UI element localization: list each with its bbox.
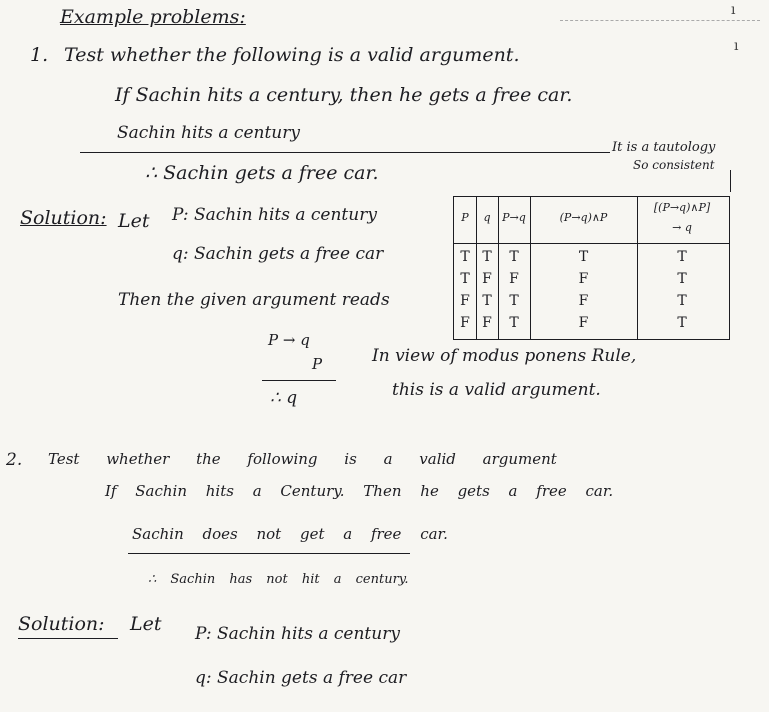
solution-2-label: Solution: [18, 613, 105, 635]
problem-2-argument-rule [128, 553, 410, 554]
solution-1-let: Let [118, 210, 150, 232]
remark-line-1: In view of modus ponens Rule, [372, 346, 637, 366]
solution-1-p-definition: P: Sachin hits a century [172, 205, 377, 225]
table-cell: F [578, 315, 589, 331]
solution-2-q-definition: q: Sachin gets a free car [195, 668, 407, 688]
problem-2-conclusion: ∴ Sachin has not hit a century. [148, 572, 409, 587]
truth-table [453, 196, 730, 340]
form-line-2: P [312, 355, 323, 373]
table-cell: T [677, 249, 687, 265]
table-cell: T [677, 293, 687, 309]
solution-1-q-definition: q: Sachin gets a free car [172, 244, 384, 264]
solution-2-let: Let [130, 613, 162, 635]
table-header-implication: P→q [502, 211, 526, 224]
table-header-q: q [483, 211, 491, 224]
table-cell: F [482, 315, 492, 331]
note-pointer [730, 170, 731, 192]
table-header-p: P [461, 211, 469, 224]
tautology-note-line-1: It is a tautology [612, 140, 716, 155]
table-cell: F [482, 271, 492, 287]
problem-1-premise-2: Sachin hits a century [117, 123, 300, 143]
problem-1-statement: Test whether the following is a valid argument. [64, 44, 520, 66]
solution-2-p-definition: P: Sachin hits a century [195, 624, 400, 644]
faint-dashed-rule [560, 20, 760, 21]
table-cell: T [509, 249, 519, 265]
problem-1-number: 1. [30, 44, 49, 66]
problem-2-premise-1: If Sachin hits a Century. Then he gets a free car. [105, 482, 614, 500]
table-cell: F [578, 293, 589, 309]
table-header-compound: [(P→q)∧P] [653, 201, 711, 214]
table-cell: T [677, 315, 687, 331]
table-cell: F [460, 293, 470, 309]
table-cell: F [460, 315, 470, 331]
table-cell: F [578, 271, 589, 287]
solution-1-reads: Then the given argument reads [118, 290, 390, 310]
problem-1-argument-rule [80, 152, 610, 153]
table-header-conjunction: (P→q)∧P [559, 211, 608, 224]
table-cell: F [509, 271, 519, 287]
table-cell: T [482, 249, 492, 265]
table-cell: T [578, 249, 589, 265]
stray-mark-top: ı [731, 2, 736, 18]
problem-2-number: 2. [6, 450, 23, 470]
form-rule [262, 380, 336, 381]
problem-2-premise-2: Sachin does not get a free car. [132, 525, 448, 543]
form-line-1: P → q [268, 331, 310, 349]
solution-1-label: Solution: [20, 207, 107, 229]
table-cell: T [509, 293, 519, 309]
problem-1-premise-1: If Sachin hits a century, then he gets a free car. [115, 84, 573, 106]
table-cell: T [509, 315, 519, 331]
remark-line-2: this is a valid argument. [392, 380, 601, 400]
tautology-note-line-2: So consistent [633, 158, 715, 172]
solution-2-underline [18, 638, 118, 639]
table-cell: T [482, 293, 492, 309]
table-cell: T [677, 271, 687, 287]
page-heading: Example problems: [60, 6, 246, 28]
table-cell: T [460, 271, 470, 287]
stray-mark-right: ı [734, 38, 739, 54]
table-header-arrow-q: → q [672, 221, 692, 234]
problem-1-conclusion: ∴ Sachin gets a free car. [145, 162, 379, 184]
form-line-3: ∴ q [270, 388, 298, 408]
table-header-rule [454, 243, 729, 244]
problem-2-statement: Test whether the following is a valid argument [48, 450, 557, 468]
table-cell: T [460, 249, 470, 265]
